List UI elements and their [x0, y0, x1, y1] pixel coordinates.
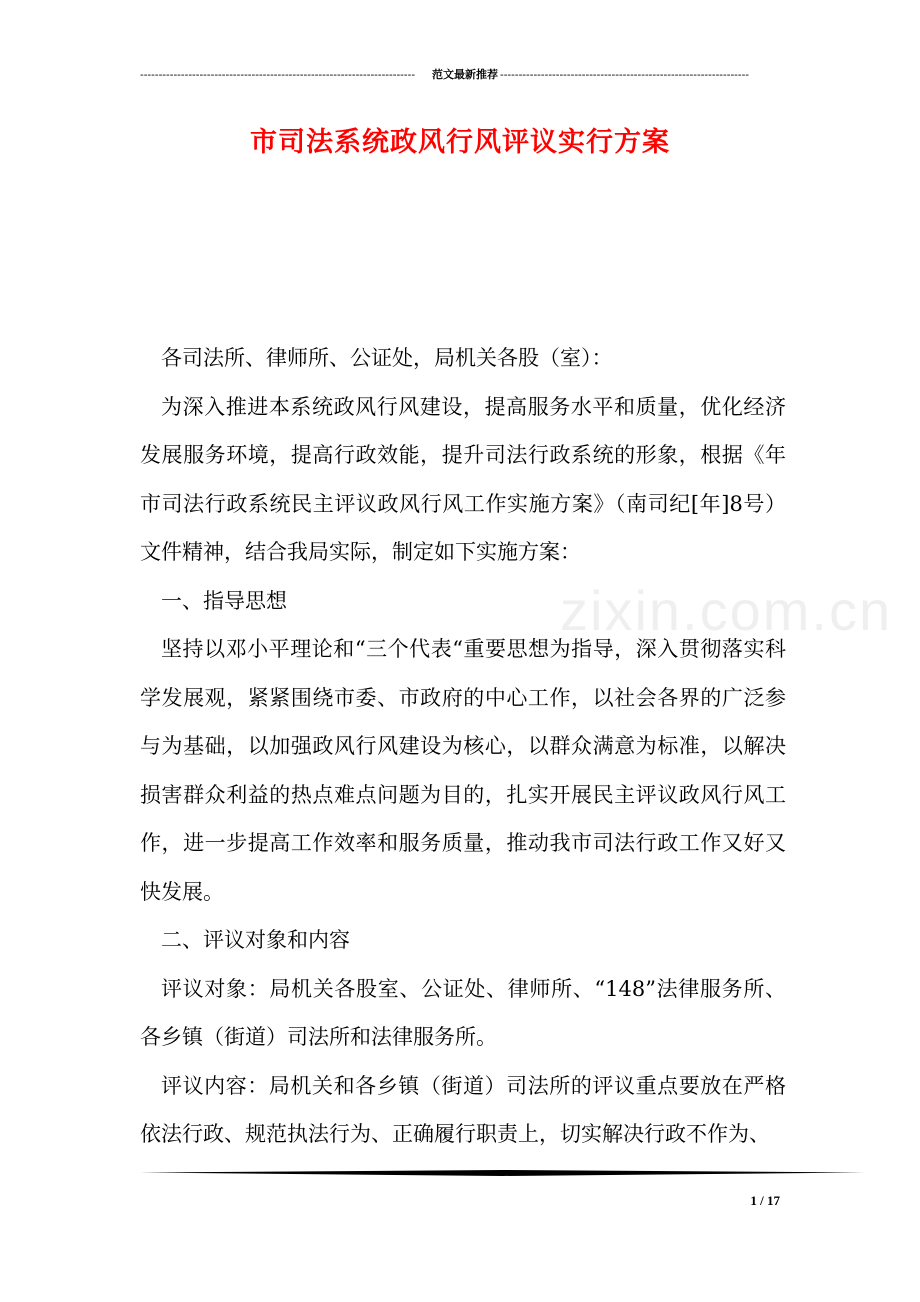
header-dashes-right: ------------------------------------------------------------------- [500, 68, 750, 81]
page-header [140, 68, 768, 82]
section-heading-guiding-ideology: 一、指导思想 [161, 588, 287, 613]
paragraph-salutation: 各司法所、律师所、公证处，局机关各股（室）： [161, 346, 613, 370]
footer-rule [140, 1170, 864, 1176]
paragraph-review-content: 评议内容：局机关和各乡镇（街道）司法所的评议重点要放在严格依法行政、规范执法行为、正确履行职责上，切实解决行政不作为、 [140, 1073, 786, 1146]
document-title: 市司法系统政风行风评议实行方案 [250, 127, 670, 158]
section-heading-review-targets: 二、评议对象和内容 [161, 928, 350, 952]
page-number: 1 / 17 [750, 1193, 780, 1208]
document-body [140, 334, 786, 1159]
header-label: 范文最新推荐 [432, 68, 498, 81]
header-dashes-left: -------------------------------------------------------------------------- [140, 68, 416, 81]
paragraph-guiding-ideology: 坚持以邓小平理论和“三个代表“重要思想为指导，深入贯彻落实科学发展观，紧紧围绕市委、市政府的中心工作，以社会各界的广泛参与为基础，以加强政风行风建设为核心，以群众满意为标准，以解决损害群众利益的热点难点问题为目的，扎实开展民主评议政风行风工作，进一步提高工作效率和服务质量，推动我市司法行政工作又好又快发展。 [140, 637, 786, 904]
paragraph-intro: 为深入推进本系统政风行风建设，提高服务水平和质量，优化经济发展服务环境，提高行政效能，提升司法行政系统的形象，根据《年市司法行政系统民主评议政风行风工作实施方案》（南司纪[年]8号）文件精神，结合我局实际，制定如下实施方案： [140, 394, 786, 564]
watermark: zixin.com.cn [560, 579, 893, 642]
paragraph-review-targets: 评议对象：局机关各股室、公证处、律师所、“148”法律服务所、各乡镇（街道）司法所和法律服务所。 [140, 976, 786, 1049]
